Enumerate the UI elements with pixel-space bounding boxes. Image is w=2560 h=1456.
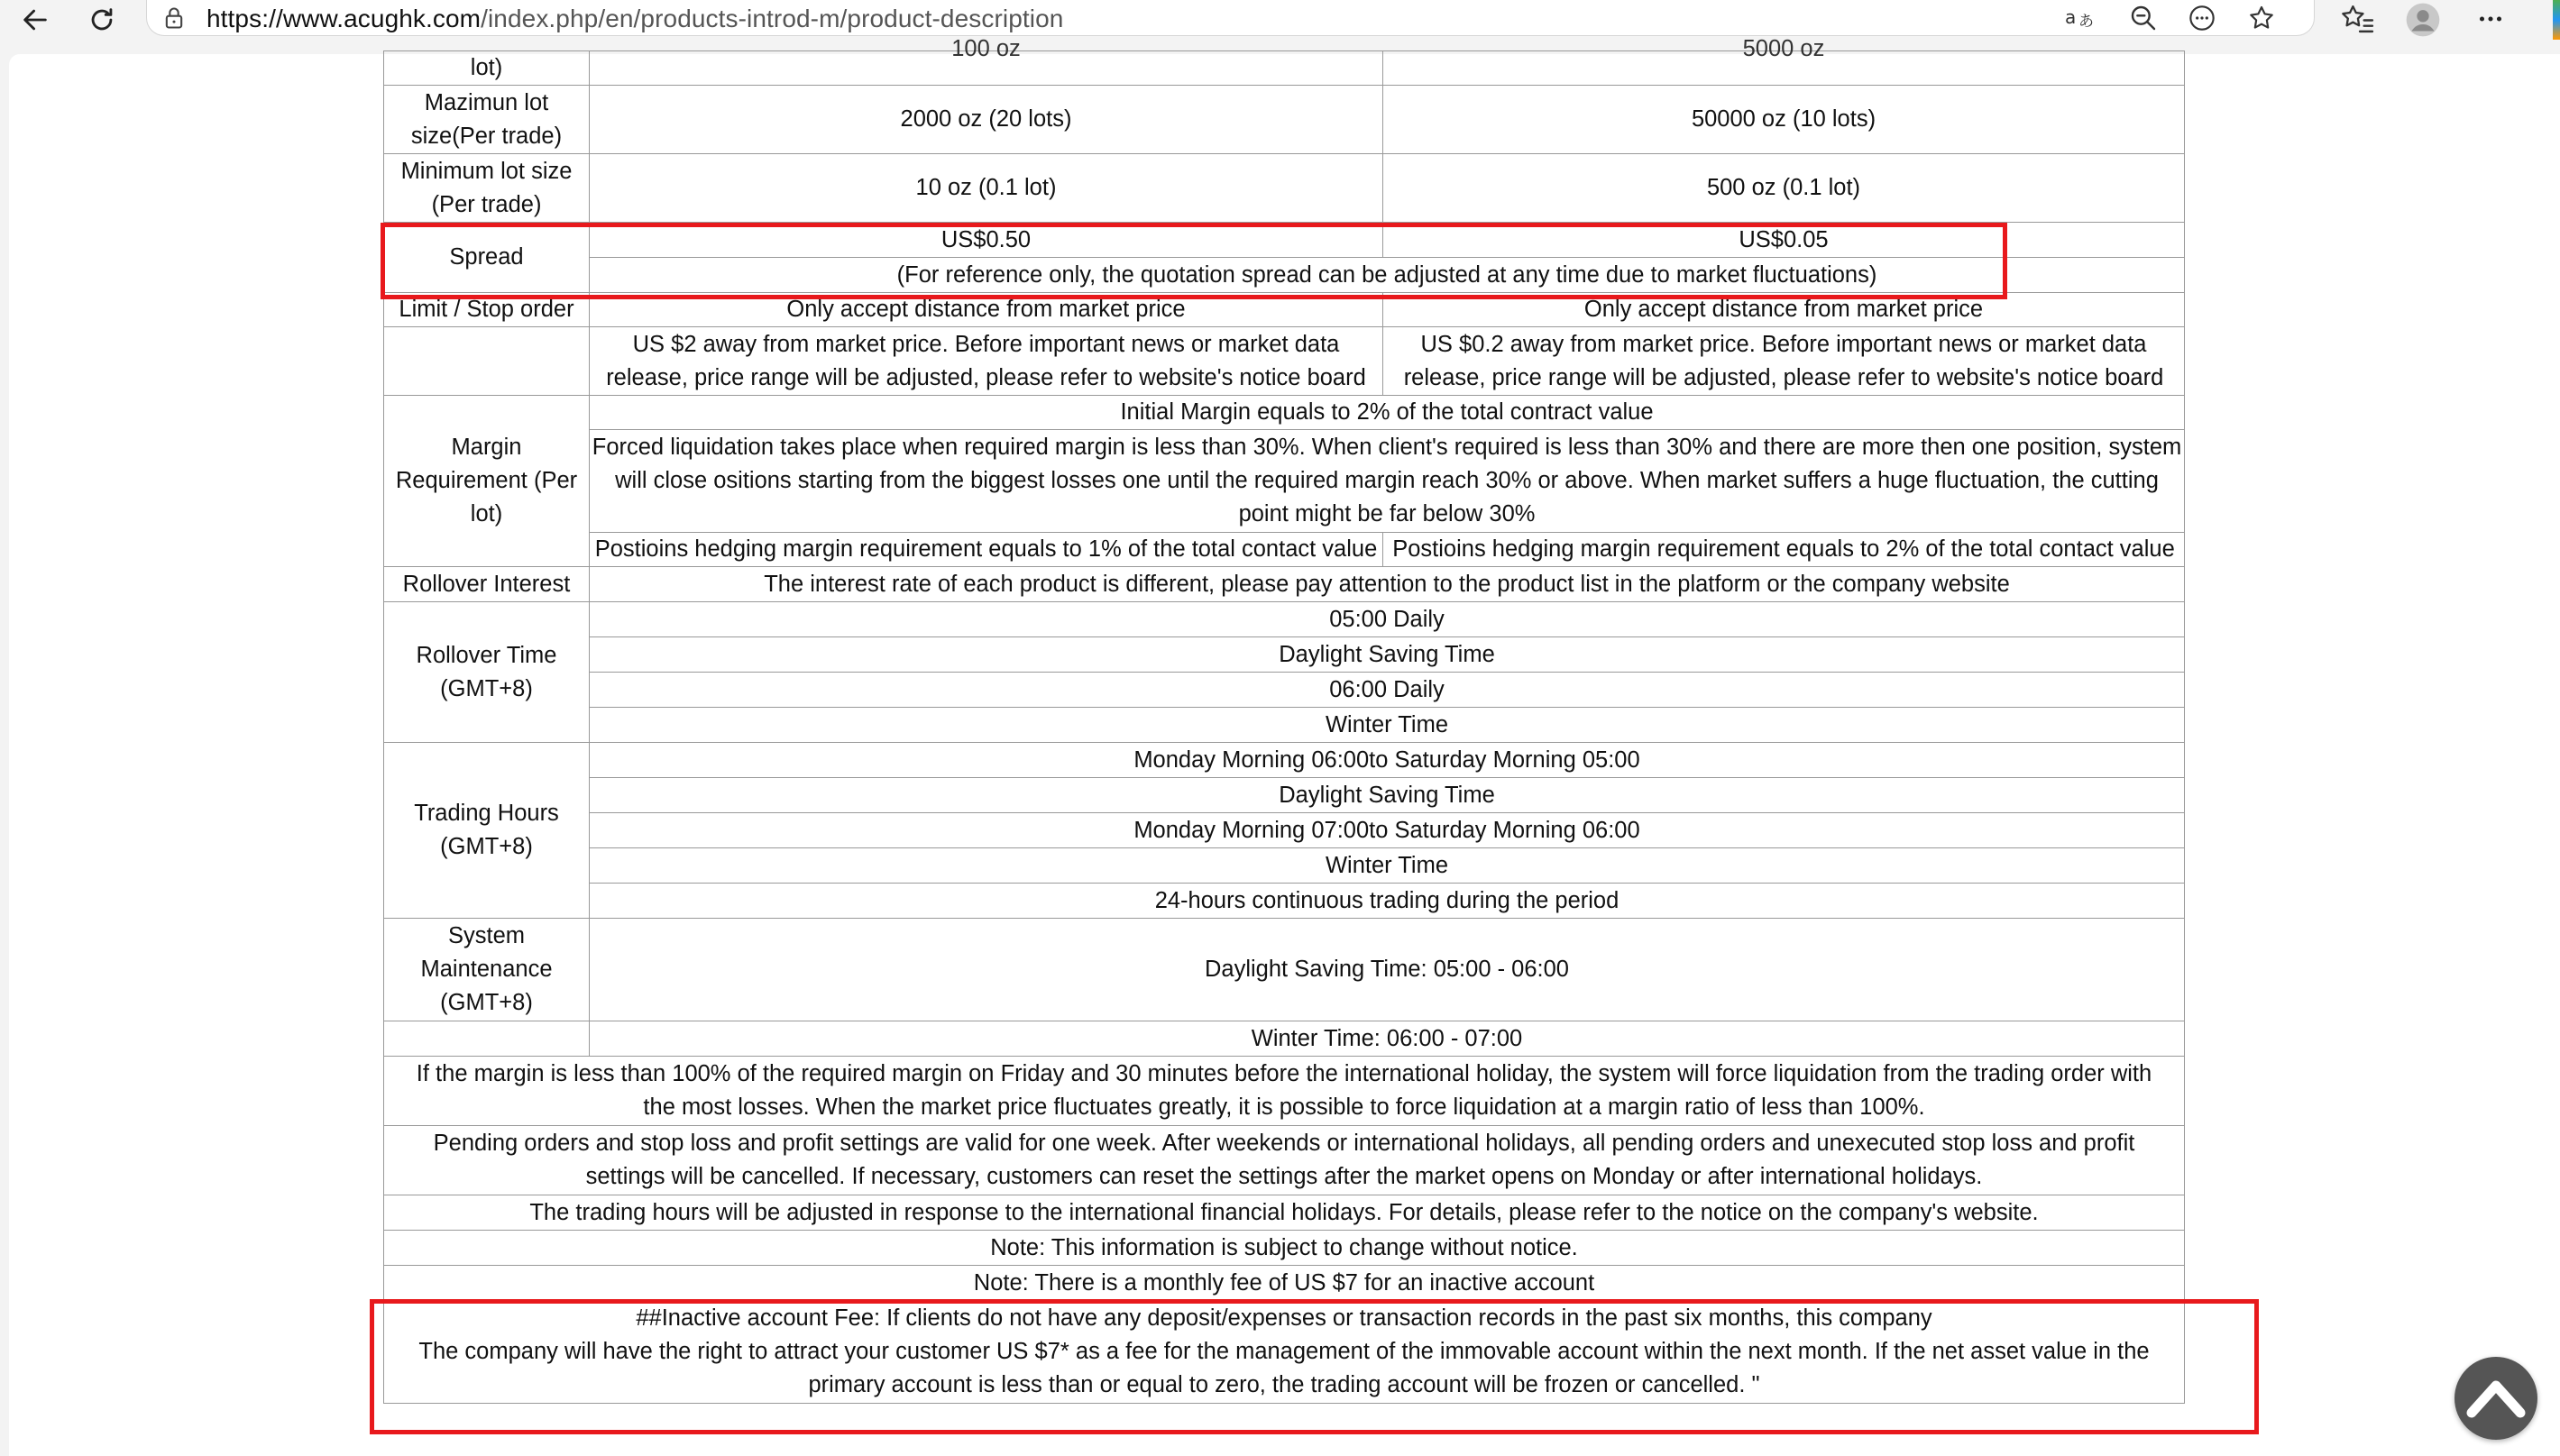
- product-spec-table: [383, 36, 2185, 1404]
- row-label-limit-stop: Limit / Stop order: [384, 293, 590, 327]
- table-row: [384, 637, 2185, 673]
- copilot-icon[interactable]: [2553, 0, 2560, 40]
- cell-limit-col2: Only accept distance from market price: [590, 293, 1383, 327]
- favorite-star-icon[interactable]: [2246, 4, 2277, 37]
- table-row: [384, 1195, 2185, 1231]
- cell-max-lot-col3: 50000 oz (10 lots): [1383, 86, 2185, 154]
- cell-rollover-time: Winter Time: [590, 708, 2185, 743]
- inactive-fee-detail: [384, 1301, 2185, 1404]
- table-row: [384, 602, 2185, 637]
- cell-lot-col3: 5000 oz: [1383, 51, 2185, 86]
- note-change-notice: Note: This information is subject to change without notice.: [384, 1231, 2185, 1266]
- table-row: [384, 223, 2185, 258]
- cell-rollover-interest: The interest rate of each product is different, please pay attention to the product list in the platform or the company website: [590, 567, 2185, 602]
- inactive-fee-line1: ##Inactive account Fee: If clients do not have any deposit/expenses or transaction records in the past six months, this company: [636, 1305, 1932, 1331]
- cell-trading-hours: Daylight Saving Time: [590, 778, 2185, 813]
- url-text[interactable]: [206, 5, 1063, 33]
- table-row: [384, 743, 2185, 778]
- table-row: [384, 673, 2185, 708]
- lock-icon[interactable]: [161, 5, 187, 36]
- cell-hedge-col3: Postioins hedging margin requirement equals to 2% of the total contact value: [1383, 533, 2185, 567]
- favorites-list-icon[interactable]: [2339, 2, 2375, 41]
- more-menu-icon[interactable]: [2473, 2, 2509, 41]
- cell-spread-col3: US$0.05: [1383, 223, 2185, 258]
- table-row: [384, 86, 2185, 154]
- cell-limit-col3: Only accept distance from market price: [1383, 293, 2185, 327]
- table-row: [384, 1266, 2185, 1301]
- cell-margin-initial: Initial Margin equals to 2% of the total contract value: [590, 396, 2185, 430]
- row-label-maintenance: System Maintenance (GMT+8): [384, 919, 590, 1021]
- table-row: [384, 1021, 2185, 1057]
- url-path: /index.php/en/products-introd-m/product-description: [481, 5, 1064, 32]
- cell-rollover-time: Daylight Saving Time: [590, 637, 2185, 673]
- row-label-min-lot: Minimum lot size (Per trade): [384, 154, 590, 223]
- refresh-icon[interactable]: [79, 2, 124, 38]
- table-row: [384, 884, 2185, 919]
- table-row: [384, 708, 2185, 743]
- back-arrow-icon[interactable]: [13, 2, 58, 38]
- zoom-out-icon[interactable]: [2129, 4, 2158, 37]
- row-label-trading-hours: Trading Hours (GMT+8): [384, 743, 590, 919]
- cell-lot-col2: 100 oz: [590, 51, 1383, 86]
- row-label-spread: Spread: [384, 223, 590, 293]
- row-label-rollover-interest: Rollover Interest: [384, 567, 590, 602]
- table-row: [384, 533, 2185, 567]
- cell-empty: [384, 327, 590, 396]
- row-label-lot: lot): [384, 51, 590, 86]
- cell-trading-hours: Monday Morning 06:00to Saturday Morning 05:00: [590, 743, 2185, 778]
- cell-limit-detail-col2: US $2 away from market price. Before important news or market data release, price range will be adjusted, please refer to website's notice board: [590, 327, 1383, 396]
- table-row: [384, 293, 2185, 327]
- note-holiday-hours: The trading hours will be adjusted in response to the international financial holidays. For details, please refer to the notice on the company's website.: [384, 1195, 2185, 1231]
- table-row: [384, 919, 2185, 1021]
- cell-max-lot-col2: 2000 oz (20 lots): [590, 86, 1383, 154]
- inactive-fee-line2: The company will have the right to attract your customer US $7* as a fee for the management of the immovable account within the next month. If the net asset value in the primary account is less than or equal to zero, the trading account will be frozen or cancelled. ": [418, 1339, 2150, 1397]
- table-row: [384, 1231, 2185, 1266]
- extensions-icon[interactable]: [2187, 4, 2217, 37]
- table-row: [384, 51, 2185, 86]
- read-aloud-icon[interactable]: [2064, 4, 2098, 37]
- row-label-margin: Margin Requirement (Per lot): [384, 396, 590, 567]
- table-row: [384, 154, 2185, 223]
- cell-limit-detail-col3: US $0.2 away from market price. Before important news or market data release, price range will be adjusted, please refer to website's notice board: [1383, 327, 2185, 396]
- cell-spread-note: (For reference only, the quotation spread can be adjusted at any time due to market fluctuations): [590, 258, 2185, 293]
- cell-min-lot-col3: 500 oz (0.1 lot): [1383, 154, 2185, 223]
- cell-rollover-time: 06:00 Daily: [590, 673, 2185, 708]
- table-row: [384, 778, 2185, 813]
- page-content: [9, 36, 2560, 1456]
- scroll-to-top-icon[interactable]: [2454, 1357, 2537, 1440]
- svg-text:あ: あ: [2078, 13, 2094, 31]
- url-host: https://www.acughk.com: [206, 5, 482, 32]
- table-row: [384, 813, 2185, 848]
- browser-toolbar: [0, 0, 2560, 40]
- table-row: [384, 1126, 2185, 1195]
- svg-text:a: a: [2065, 6, 2077, 28]
- address-bar[interactable]: [146, 0, 2315, 36]
- row-label-rollover-time: Rollover Time (GMT+8): [384, 602, 590, 743]
- cell-min-lot-col2: 10 oz (0.1 lot): [590, 154, 1383, 223]
- cell-empty: [384, 1021, 590, 1057]
- cell-hedge-col2: Postioins hedging margin requirement equals to 1% of the total contact value: [590, 533, 1383, 567]
- cell-trading-hours: Monday Morning 07:00to Saturday Morning 06:00: [590, 813, 2185, 848]
- table-row: [384, 396, 2185, 430]
- profile-avatar-icon[interactable]: [2404, 2, 2442, 42]
- table-row: [384, 430, 2185, 533]
- table-row: [384, 848, 2185, 884]
- cell-maintenance-dst: Daylight Saving Time: 05:00 - 06:00: [590, 919, 2185, 1021]
- table-row: [384, 327, 2185, 396]
- cell-spread-col2: US$0.50: [590, 223, 1383, 258]
- row-label-max-lot: Mazimun lot size(Per trade): [384, 86, 590, 154]
- table-row: [384, 1301, 2185, 1404]
- cell-trading-hours: 24-hours continuous trading during the period: [590, 884, 2185, 919]
- cell-trading-hours: Winter Time: [590, 848, 2185, 884]
- cell-margin-forced: Forced liquidation takes place when required margin is less than 30%. When client's required is less than 30% and there are more then one position, system will close ositions starting from the biggest losses one until the required margin reach 30% or above. When market suffers a huge fluctuation, the cutting point might be far below 30%: [590, 430, 2185, 533]
- table-row: [384, 1057, 2185, 1126]
- note-pending-orders: Pending orders and stop loss and profit settings are valid for one week. After weekends or international holidays, all pending orders and unexecuted stop loss and profit settings will be cancelled. If necessary, customers can reset the settings after the market opens on Monday or after international holidays.: [384, 1126, 2185, 1195]
- note-force-liquidation: If the margin is less than 100% of the required margin on Friday and 30 minutes before the international holiday, the system will force liquidation from the trading order with the most losses. When the market price fluctuates greatly, it is possible to force liquidation at a margin ratio of less than 100%.: [384, 1057, 2185, 1126]
- table-row: [384, 567, 2185, 602]
- table-row: [384, 258, 2185, 293]
- note-inactive-fee: Note: There is a monthly fee of US $7 for an inactive account: [384, 1266, 2185, 1301]
- cell-rollover-time: 05:00 Daily: [590, 602, 2185, 637]
- cell-maintenance-winter: Winter Time: 06:00 - 07:00: [590, 1021, 2185, 1057]
